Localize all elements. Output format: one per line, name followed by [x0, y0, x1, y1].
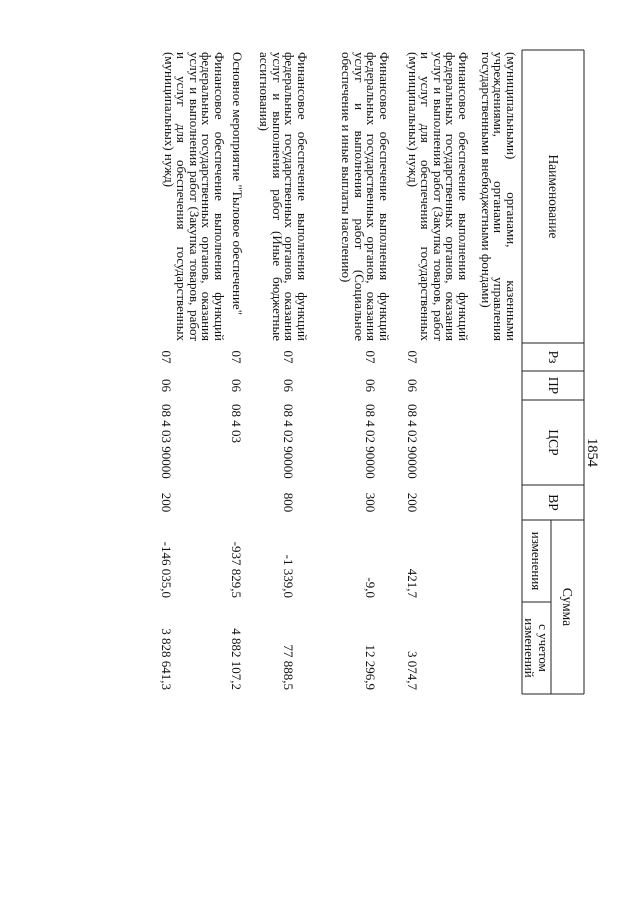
- row-name: Финансовое обеспечение выполнения функций федеральных государственных органов, оказания услуг и выполнения работ (Социальное обеспечение и иные выплаты населению): [339, 52, 392, 341]
- row-pr: 06: [159, 379, 174, 392]
- row-csr: 08 4 03: [229, 404, 244, 443]
- row-pr: 06: [229, 379, 244, 392]
- row-name: (муниципальными) органами, казенными учреждениями, органами управления государственными внебюджетными фондами): [479, 52, 519, 341]
- row-total: 4 882 107,2: [229, 628, 244, 690]
- row-total: 77 888,5: [281, 644, 296, 690]
- header-change: изменения: [529, 531, 545, 591]
- header-name: Наименование: [546, 154, 561, 239]
- row-change: 421,7: [405, 568, 420, 598]
- row-change: -1 339,0: [281, 554, 296, 598]
- header-rz: Рз: [546, 350, 561, 364]
- row-name: Финансовое обеспечение выполнения функций федеральных государственных органов, оказания услуг и выполнения работ (Иные бюджетные ассигнования): [257, 52, 310, 341]
- row-csr: 08 4 02 90000: [363, 404, 378, 479]
- row-csr: 08 4 02 90000: [281, 404, 296, 479]
- row-total: 3 074,7: [405, 651, 420, 690]
- row-rz: 07: [363, 350, 378, 364]
- header-csr: ЦСР: [546, 429, 561, 456]
- row-change: -146 035,0: [159, 541, 174, 598]
- row-change: -9,0: [363, 577, 378, 598]
- row-vr: 200: [159, 492, 174, 513]
- header-vr: ВР: [546, 494, 561, 511]
- header-pr: ПР: [546, 376, 561, 395]
- row-change: -937 829,5: [229, 541, 244, 598]
- row-csr: 08 4 03 90000: [159, 404, 174, 479]
- row-vr: 200: [405, 492, 420, 513]
- row-rz: 07: [405, 350, 420, 364]
- row-name: Финансовое обеспечение выполнения функций федеральных государственных органов, оказания услуг и выполнения работ (Закупка товаров, работ и услуг для обеспечения государственных (муниципальных) нужд): [162, 52, 227, 341]
- header-with-change: с учетом изменений: [522, 618, 552, 678]
- row-total: 12 296,9: [363, 644, 378, 690]
- row-name: Основное мероприятие "Тыловое обеспечение": [230, 52, 245, 315]
- row-rz: 07: [159, 350, 174, 364]
- page-number: 1854: [584, 438, 600, 467]
- row-name: Финансовое обеспечение выполнения функций федеральных государственных органов, оказания услуг и выполнения работ (Закупка товаров, работ и услуг для обеспечения государственных (муниципальных) нужд): [406, 52, 471, 341]
- row-rz: 07: [229, 350, 244, 364]
- row-csr: 08 4 02 90000: [405, 404, 420, 479]
- row-rz: 07: [281, 350, 296, 364]
- header-sum: Сумма: [560, 587, 576, 627]
- row-pr: 06: [281, 379, 296, 392]
- row-pr: 06: [405, 379, 420, 392]
- row-total: 3 828 641,3: [159, 628, 174, 690]
- row-pr: 06: [363, 379, 378, 392]
- row-vr: 300: [363, 492, 378, 513]
- row-vr: 800: [281, 492, 296, 513]
